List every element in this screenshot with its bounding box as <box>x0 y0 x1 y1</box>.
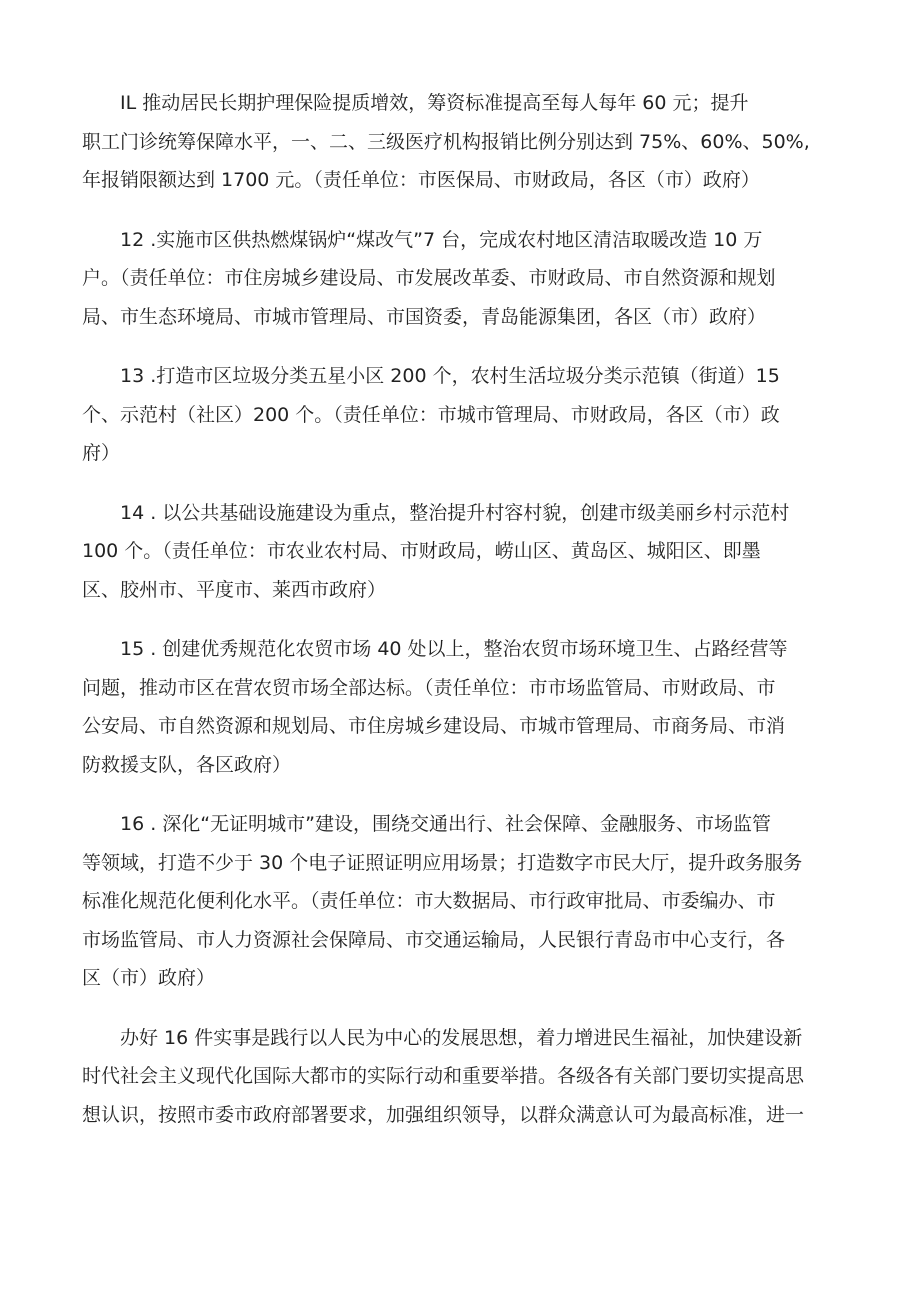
paragraph-item-14 <box>82 494 836 610</box>
text-line: 个、示范村（社区）200 个。（责任单位：市城市管理局、市财政局，各区（市）政 <box>82 403 780 426</box>
text-line: IL 推动居民长期护理保险提质增效，筹资标准提高至每人每年 60 元；提升 <box>120 92 749 114</box>
text-line: 公安局、市自然资源和规划局、市住房城乡建设局、市城市管理局、市商务局、市消 <box>82 715 786 737</box>
paragraph-conclusion <box>82 1019 836 1135</box>
text-line: 100 个。（责任单位：市农业农村局、市财政局，崂山区、黄岛区、城阳区、即墨 <box>82 540 761 562</box>
text-line: 区（市）政府） <box>82 967 216 989</box>
text-line: 办好 16 件实事是践行以人民为中心的发展思想，着力增进民生福祉，加快建设新 <box>120 1026 803 1049</box>
paragraph-item-12 <box>82 221 836 337</box>
text-line: 防救援支队，各区政府） <box>82 753 292 776</box>
text-line: 16 . 深化“无证明城市”建设，围绕交通出行、社会保障、金融服务、市场监管 <box>120 813 771 835</box>
text-line: 时代社会主义现代化国际大都市的实际行动和重要举措。各级各有关部门要切实提高思 <box>82 1065 805 1087</box>
text-line: 年报销限额达到 1700 元。（责任单位：市医保局、市财政局，各区（市）政府） <box>82 169 760 191</box>
text-line: 想认识，按照市委市政府部署要求，加强组织领导，以群众满意认可为最高标准，进一 <box>82 1103 805 1126</box>
text-line: 12 .实施市区供热燃煤锅炉“煤改气”7 台，完成农村地区清洁取暖改造 10 万 <box>120 228 763 251</box>
text-line: 等领域，打造不少于 30 个电子证照证明应用场景；打造数字市民大厅，提升政务服务 <box>82 851 803 874</box>
paragraph-item-16 <box>82 805 836 998</box>
text-line: 府） <box>82 442 121 464</box>
paragraph-item-13 <box>82 357 836 473</box>
text-line: 局、市生态环境局、市城市管理局、市国资委，青岛能源集团，各区（市）政府） <box>82 305 767 328</box>
text-line: 14 . 以公共基础设施建设为重点，整治提升村容村貌，创建市级美丽乡村示范村 <box>120 501 790 524</box>
paragraph-item-15 <box>82 630 836 784</box>
text-line: 问题，推动市区在营农贸市场全部达标。（责任单位：市市场监管局、市财政局、市 <box>82 676 776 699</box>
text-line: 标准化规范化便利化水平。（责任单位：市大数据局、市行政审批局、市委编办、市 <box>82 890 776 912</box>
text-line: 市场监管局、市人力资源社会保障局、市交通运输局，人民银行青岛市中心支行，各 <box>82 928 786 951</box>
text-line: 15 . 创建优秀规范化农贸市场 40 处以上，整治农贸市场环境卫生、占路经营等 <box>120 638 788 660</box>
text-line: 户。（责任单位：市住房城乡建设局、市发展改革委、市财政局、市自然资源和规划 <box>82 267 776 289</box>
text-line: 13 .打造市区垃圾分类五星小区 200 个，农村生活垃圾分类示范镇（街道）15 <box>120 365 780 387</box>
document-body <box>82 84 836 1155</box>
paragraph-item-11 <box>82 84 836 200</box>
text-line: 区、胶州市、平度市、莱西市政府） <box>82 578 387 601</box>
text-line: 职工门诊统筹保障水平，一、二、三级医疗机构报销比例分别达到 75%、60%、50%, <box>82 130 810 153</box>
